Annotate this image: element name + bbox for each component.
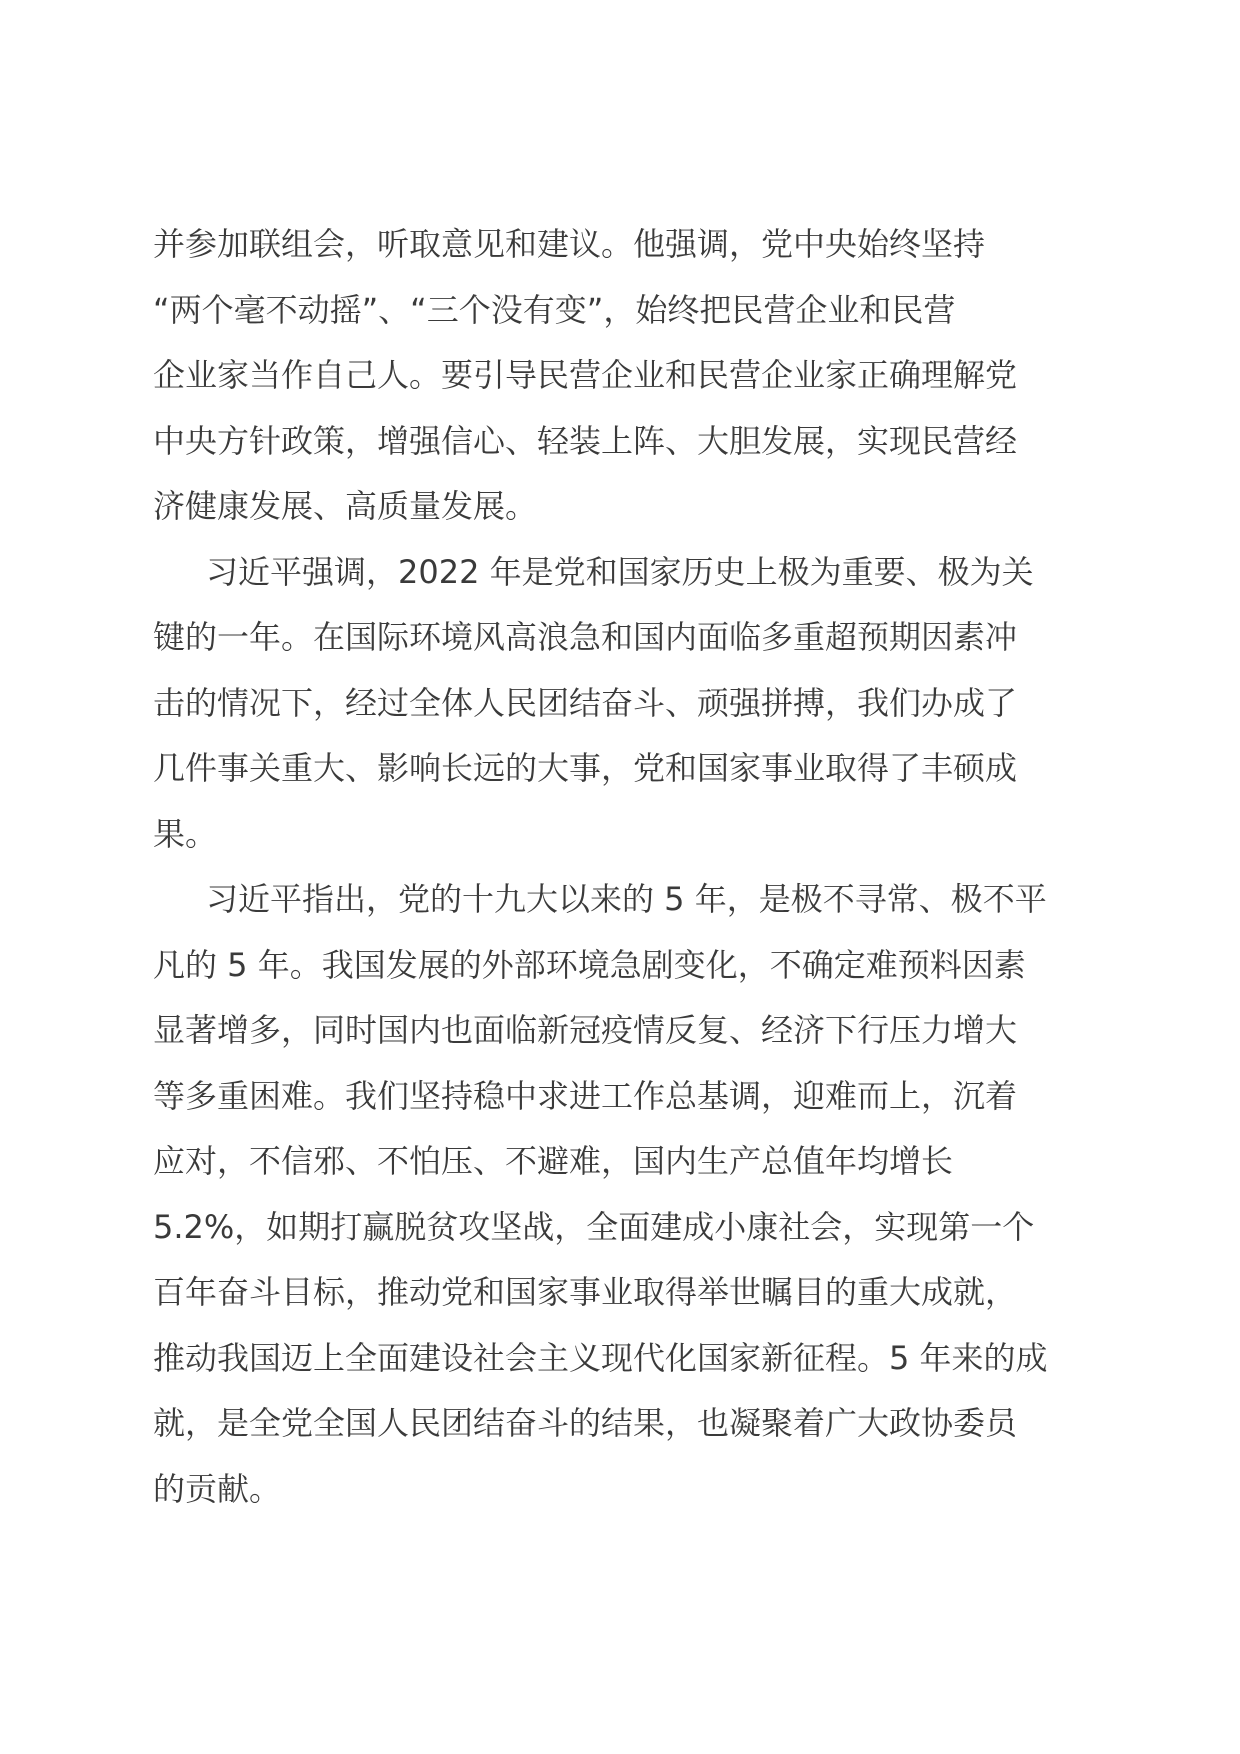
paragraph-2 [153, 540, 1103, 868]
text-line: 应对，不信邪、不怕压、不避难，国内生产总值年均增长 [153, 1142, 954, 1180]
text-line: 的贡献。 [153, 1469, 282, 1508]
text-line: 就，是全党全国人民团结奋斗的结果，也凝聚着广大政协委员 [153, 1404, 1018, 1442]
document-body [153, 212, 1103, 1522]
text-line: 推动我国迈上全面建设社会主义现代化国家新征程。5 年来的成 [153, 1338, 1048, 1377]
text-line: 几件事关重大、影响长远的大事，党和国家事业取得了丰硕成 [153, 749, 1018, 787]
text-line: 击的情况下，经过全体人民团结奋斗、顽强拼搏，我们办成了 [153, 683, 1018, 722]
text-line: 并参加联组会，听取意见和建议。他强调，党中央始终坚持 [153, 225, 986, 263]
text-line: 键的一年。在国际环境风高浪急和国内面临多重超预期因素冲 [153, 618, 1018, 656]
text-line: 果。 [153, 814, 218, 853]
text-line: 中央方针政策，增强信心、轻装上阵、大胆发展，实现民营经 [153, 421, 1018, 460]
paragraph-3 [153, 867, 1103, 1522]
text-line: 习近平强调，2022 年是党和国家历史上极为重要、极为关 [206, 552, 1034, 591]
text-line: 等多重困难。我们坚持稳中求进工作总基调，迎难而上，沉着 [153, 1076, 1018, 1115]
text-line: 显著增多，同时国内也面临新冠疫情反复、经济下行压力增大 [153, 1011, 1018, 1049]
text-line: 百年奋斗目标，推动党和国家事业取得举世瞩目的重大成就， [153, 1273, 1018, 1311]
text-line: 企业家当作自己人。要引导民营企业和民营企业家正确理解党 [153, 356, 1018, 394]
text-line: 习近平指出，党的十九大以来的 5 年，是极不寻常、极不平 [206, 880, 1047, 918]
text-line: 5.2%，如期打赢脱贫攻坚战，全面建成小康社会，实现第一个 [153, 1207, 1035, 1246]
text-line: 济健康发展、高质量发展。 [153, 487, 538, 525]
text-line: 凡的 5 年。我国发展的外部环境急剧变化，不确定难预料因素 [153, 945, 1026, 984]
paragraph-1 [153, 212, 1103, 540]
text-line: “两个毫不动摇”、“三个没有变”，始终把民营企业和民营 [153, 290, 956, 329]
